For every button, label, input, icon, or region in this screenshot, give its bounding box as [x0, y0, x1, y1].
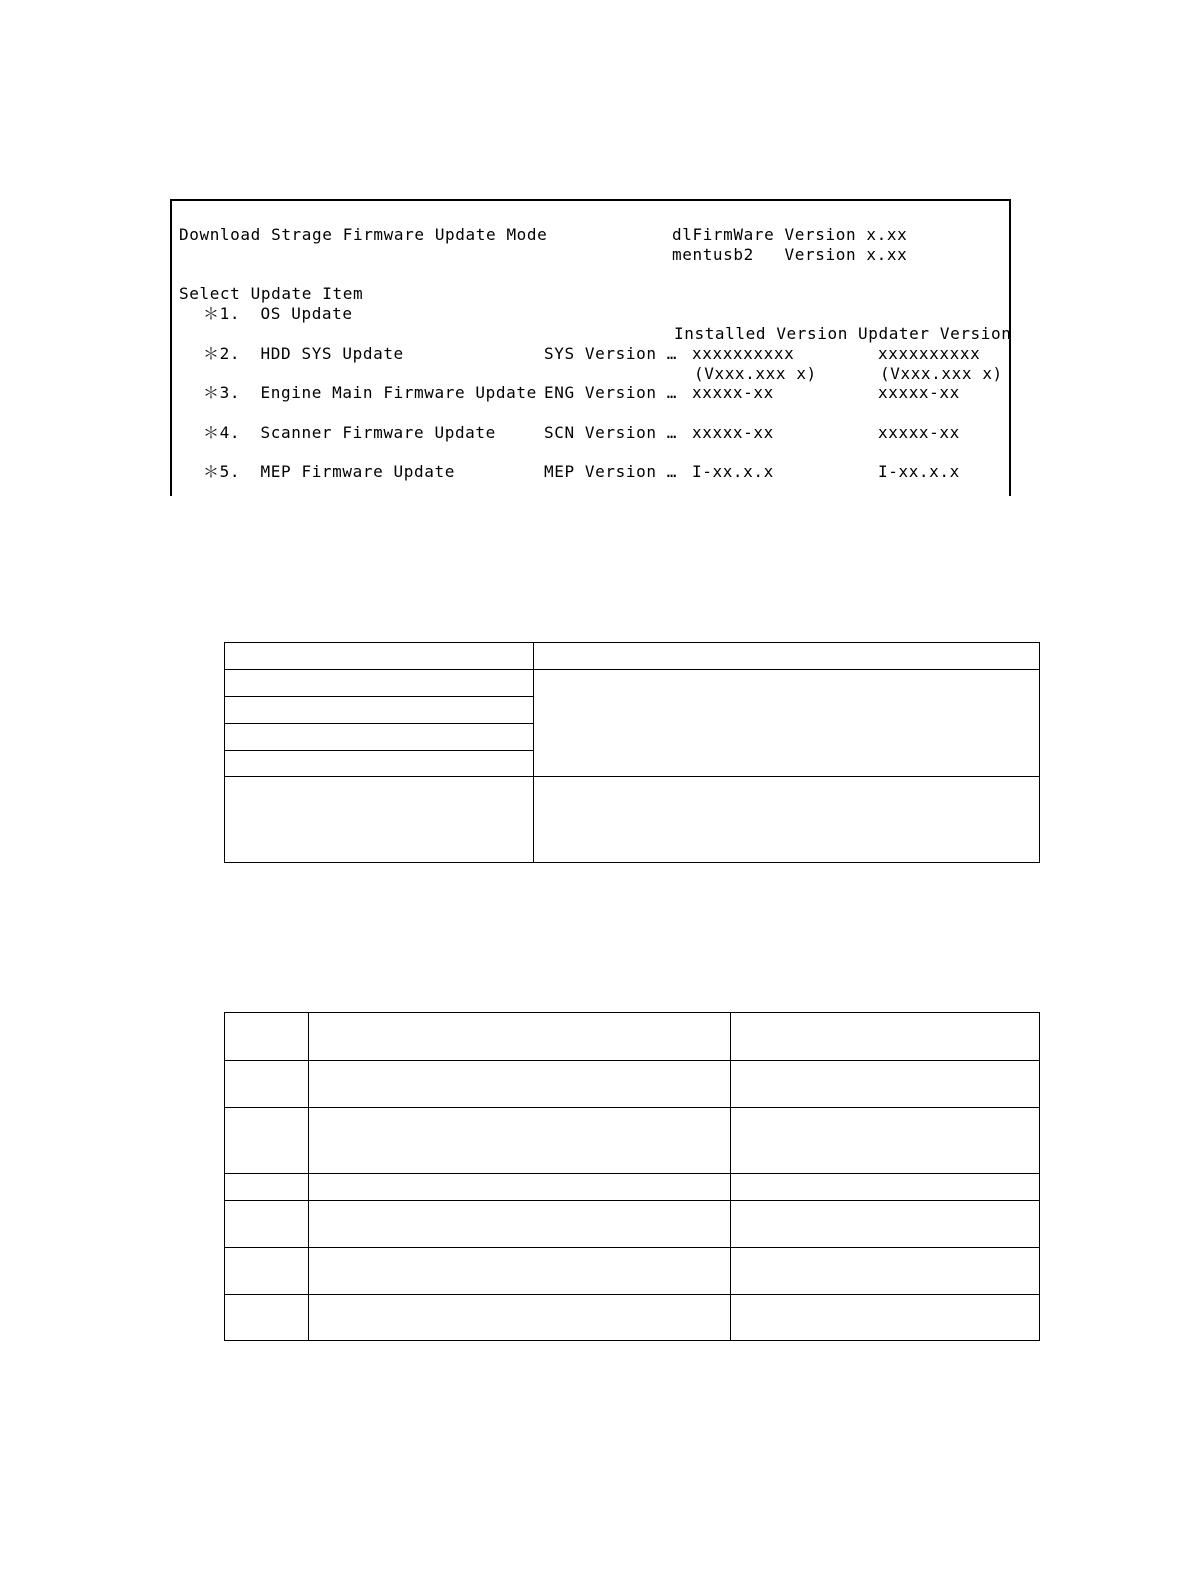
table-row [225, 777, 1040, 863]
menu-item-engine-main-update[interactable]: ＊3. Engine Main Firmware Update [203, 383, 537, 402]
table-cell [225, 1295, 309, 1341]
table-cell [309, 1248, 731, 1295]
table-cell [225, 1201, 309, 1248]
eng-updater-version: xxxxx-xx [878, 383, 960, 402]
table-cell [225, 1248, 309, 1295]
table-cell [309, 1174, 731, 1201]
menu-item-hdd-sys-update[interactable]: ＊2. HDD SYS Update [203, 344, 404, 363]
table-row [225, 670, 1040, 697]
table-row [225, 1013, 1040, 1061]
mode-title: Download Strage Firmware Update Mode [179, 225, 548, 244]
table-cell [225, 724, 534, 751]
mep-installed-version: I-xx.x.x [692, 462, 774, 481]
empty-table-2 [224, 1012, 1040, 1341]
table-cell [731, 1295, 1040, 1341]
dlfirmware-version: dlFirmWare Version x.xx [672, 225, 908, 244]
eng-version-label: ENG Version … [544, 383, 678, 402]
table-cell [731, 1201, 1040, 1248]
table-row [225, 1174, 1040, 1201]
table-cell [309, 1013, 731, 1061]
installed-version-header: Installed Version [674, 324, 848, 343]
table-row [225, 1061, 1040, 1108]
mep-updater-version: I-xx.x.x [878, 462, 960, 481]
table-cell [225, 1108, 309, 1174]
scn-version-label: SCN Version … [544, 423, 678, 442]
table-cell [309, 1108, 731, 1174]
table-cell [534, 777, 1040, 863]
sys-updater-version: xxxxxxxxxx [878, 344, 981, 363]
sys-updater-subversion: (Vxxx.xxx x) [880, 364, 1003, 383]
menu-item-scanner-update[interactable]: ＊4. Scanner Firmware Update [203, 423, 496, 442]
table-cell [225, 697, 534, 724]
table-cell [225, 1013, 309, 1061]
scn-updater-version: xxxxx-xx [878, 423, 960, 442]
table-row [225, 1295, 1040, 1341]
table-row [225, 1248, 1040, 1295]
empty-table-1 [224, 642, 1040, 863]
updater-version-header: Updater Version [858, 324, 1012, 343]
sys-installed-version: xxxxxxxxxx [692, 344, 795, 363]
sys-version-label: SYS Version … [544, 344, 678, 363]
menu-item-mep-update[interactable]: ＊5. MEP Firmware Update [203, 462, 455, 481]
table-row [225, 1108, 1040, 1174]
table-cell [225, 643, 534, 670]
table-cell [225, 1061, 309, 1108]
table-cell [731, 1061, 1040, 1108]
menu-item-os-update[interactable]: ＊1. OS Update [203, 304, 353, 323]
table-cell [225, 777, 534, 863]
eng-installed-version: xxxxx-xx [692, 383, 774, 402]
table-cell [534, 670, 1040, 777]
mep-version-label: MEP Version … [544, 462, 678, 481]
firmware-update-screen [170, 199, 1011, 496]
select-prompt: Select Update Item [179, 284, 364, 303]
table-row [225, 1201, 1040, 1248]
mentusb2-version: mentusb2 Version x.xx [672, 245, 908, 264]
table-row [225, 643, 1040, 670]
table-cell [309, 1295, 731, 1341]
sys-installed-subversion: (Vxxx.xxx x) [694, 364, 817, 383]
table-cell [534, 643, 1040, 670]
table-cell [225, 1174, 309, 1201]
table-cell [731, 1013, 1040, 1061]
table-cell [309, 1201, 731, 1248]
table-cell [309, 1061, 731, 1108]
table-cell [225, 670, 534, 697]
table-cell [731, 1248, 1040, 1295]
scn-installed-version: xxxxx-xx [692, 423, 774, 442]
table-cell [731, 1108, 1040, 1174]
table-cell [731, 1174, 1040, 1201]
table-cell [225, 751, 534, 777]
